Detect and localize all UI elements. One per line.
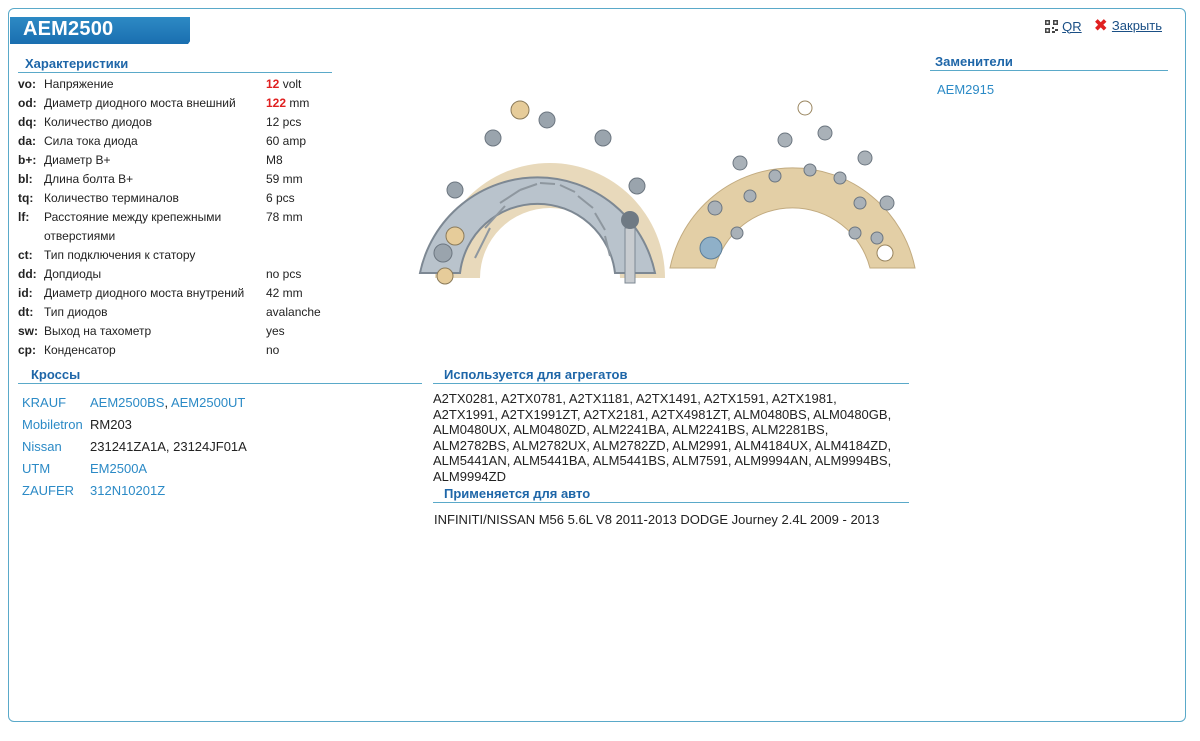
crosses-list bbox=[22, 392, 247, 502]
auto-text: INFINITI/NISSAN M56 5.6L V8 2011-2013 DODGE Journey 2.4L 2009 - 2013 bbox=[434, 512, 880, 527]
product-image bbox=[415, 78, 920, 293]
cross-brand[interactable]: Nissan bbox=[22, 439, 62, 454]
spec-value: 59 mm bbox=[266, 172, 303, 186]
spec-name: Конденсатор bbox=[44, 343, 116, 357]
spec-code: cp: bbox=[18, 343, 36, 357]
cross-row bbox=[22, 458, 247, 480]
cross-numbers bbox=[90, 458, 147, 480]
qr-icon bbox=[1045, 20, 1058, 33]
spec-value-unit: volt bbox=[282, 77, 302, 91]
spec-code: ct: bbox=[18, 248, 33, 262]
spec-code: bl: bbox=[18, 172, 33, 186]
spec-value bbox=[266, 246, 321, 265]
close-link[interactable]: Закрыть bbox=[1111, 18, 1162, 33]
specs-heading: Характеристики bbox=[18, 56, 332, 73]
spec-name: Количество терминалов bbox=[44, 191, 179, 205]
spec-name: Расстояние между крепежными отверстиями bbox=[44, 210, 222, 243]
spec-value: 6 pcs bbox=[266, 191, 295, 205]
cross-number[interactable]: EM2500A bbox=[90, 461, 148, 476]
top-actions bbox=[1045, 16, 1162, 36]
cross-number[interactable]: AEM2500BS bbox=[90, 395, 165, 410]
spec-row bbox=[18, 94, 321, 113]
spec-code: dq: bbox=[18, 115, 37, 129]
aggregates-heading: Используется для агрегатов bbox=[433, 367, 909, 384]
spec-value: 42 mm bbox=[266, 286, 303, 300]
cross-number: 231241ZA1A, 23124JF01A bbox=[90, 439, 247, 454]
crosses-heading: Кроссы bbox=[18, 367, 422, 384]
spec-name: Диаметр В+ bbox=[44, 153, 111, 167]
spec-name: Напряжение bbox=[44, 77, 114, 91]
spec-code: od: bbox=[18, 96, 37, 110]
spec-value: yes bbox=[266, 324, 285, 338]
cross-number[interactable]: 312N10201Z bbox=[90, 483, 166, 498]
replacements-heading: Заменители bbox=[930, 54, 1168, 71]
spec-row bbox=[18, 151, 321, 170]
cross-row bbox=[22, 414, 247, 436]
cross-number: RM203 bbox=[90, 417, 132, 432]
spec-name: Допдиоды bbox=[44, 267, 102, 281]
cross-brand[interactable]: UTM bbox=[22, 461, 51, 476]
spec-value-number: 12 bbox=[266, 77, 280, 91]
spec-name: Сила тока диода bbox=[44, 134, 138, 148]
cross-row bbox=[22, 436, 247, 458]
spec-row bbox=[18, 75, 321, 94]
specs-table bbox=[18, 75, 321, 360]
spec-code: vo: bbox=[18, 77, 36, 91]
spec-code: sw: bbox=[18, 324, 39, 338]
spec-row bbox=[18, 284, 321, 303]
spec-value: 60 amp bbox=[266, 134, 307, 148]
qr-link-wrap[interactable] bbox=[1045, 19, 1082, 34]
spec-row bbox=[18, 208, 321, 246]
spec-code: id: bbox=[18, 286, 33, 300]
aggregates-text: A2TX0281, A2TX0781, A2TX1181, A2TX1491, A2TX1591, A2TX1981, A2TX1991, A2TX1991ZT, A2TX2181, A2TX4981ZT, ALM0480BS, ALM0480GB, ALM0480UX, ALM0480ZD, ALM2241BA, ALM2241BS, ALM2281BS, ALM2782BS, ALM2782UX, ALM2782ZD, ALM2991, ALM4184UX, ALM4184ZD, ALM5441AN, ALM5441BA, ALM5441BS, ALM7591, ALM9994AN, ALM9994BS, ALM9994ZD bbox=[433, 391, 892, 484]
spec-name: Длина болта В+ bbox=[44, 172, 134, 186]
spec-value: 78 mm bbox=[266, 210, 303, 224]
spec-row bbox=[18, 341, 321, 360]
qr-link[interactable]: QR bbox=[1062, 18, 1082, 34]
cross-row bbox=[22, 480, 247, 502]
spec-value: no bbox=[266, 343, 280, 357]
spec-row bbox=[18, 303, 321, 322]
spec-code: tq: bbox=[18, 191, 34, 205]
spec-row bbox=[18, 265, 321, 284]
spec-value-number: 122 bbox=[266, 96, 287, 110]
auto-heading: Применяется для авто bbox=[433, 486, 909, 503]
spec-name: Диаметр диодного моста внешний bbox=[44, 96, 236, 110]
replacement-link[interactable]: AEM2915 bbox=[937, 82, 995, 97]
spec-code: lf: bbox=[18, 210, 30, 224]
spec-value: no pcs bbox=[266, 267, 302, 281]
close-icon: ✖ bbox=[1093, 16, 1108, 35]
cross-numbers bbox=[90, 480, 165, 502]
cross-numbers bbox=[90, 414, 132, 436]
spec-name: Диаметр диодного моста внутрений bbox=[44, 286, 245, 300]
spec-code: da: bbox=[18, 134, 36, 148]
close-link-wrap[interactable] bbox=[1094, 16, 1162, 36]
spec-row bbox=[18, 132, 321, 151]
spec-name: Количество диодов bbox=[44, 115, 152, 129]
spec-value: avalanche bbox=[266, 305, 321, 319]
spec-row bbox=[18, 113, 321, 132]
spec-name: Тип подключения к статору bbox=[44, 248, 196, 262]
spec-value bbox=[266, 94, 321, 113]
spec-value-unit: mm bbox=[289, 96, 310, 110]
cross-numbers bbox=[90, 436, 247, 458]
spec-code: dt: bbox=[18, 305, 34, 319]
spec-value bbox=[266, 75, 321, 94]
product-title: AEM2500 bbox=[23, 18, 114, 40]
spec-row bbox=[18, 170, 321, 189]
cross-number[interactable]: AEM2500UT bbox=[170, 395, 246, 410]
cross-brand[interactable]: Mobiletron bbox=[22, 417, 83, 432]
spec-row bbox=[18, 246, 321, 265]
cross-brand[interactable]: ZAUFER bbox=[22, 483, 74, 498]
spec-code: dd: bbox=[18, 267, 37, 281]
spec-row bbox=[18, 189, 321, 208]
cross-row bbox=[22, 392, 247, 414]
spec-name: Выход на тахометр bbox=[44, 324, 152, 338]
cross-numbers: AEM2500BS, AEM2500UT bbox=[90, 395, 246, 410]
spec-name: Тип диодов bbox=[44, 305, 108, 319]
spec-value: 12 pcs bbox=[266, 115, 302, 129]
cross-brand[interactable]: KRAUF bbox=[22, 395, 67, 410]
spec-row bbox=[18, 322, 321, 341]
spec-value: M8 bbox=[266, 153, 283, 167]
spec-code: b+: bbox=[18, 153, 37, 167]
